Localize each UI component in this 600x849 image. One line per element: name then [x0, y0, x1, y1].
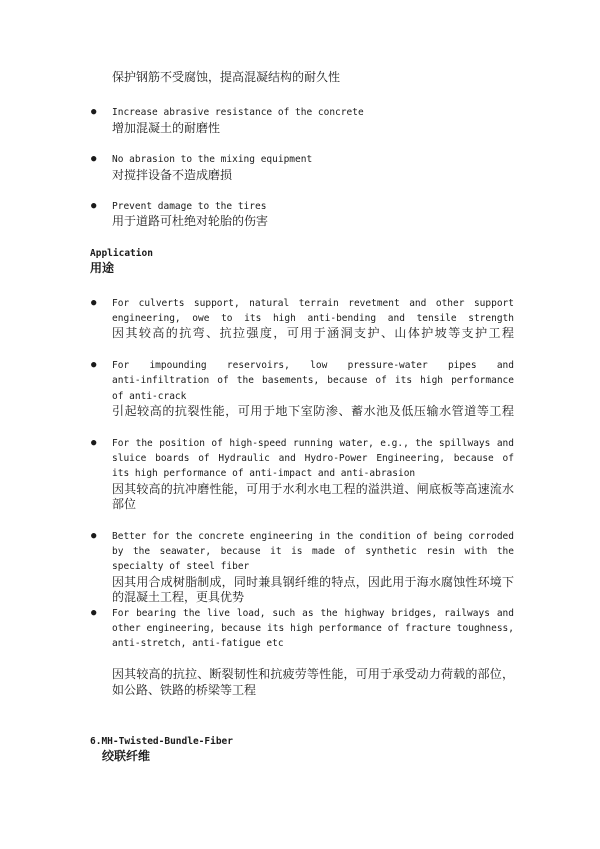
- english-line: its high performance of anti-impact and anti-abrasion: [112, 468, 416, 480]
- application-heading-en: Application: [90, 247, 153, 259]
- english-line: For the position of high-speed running water, e.g., the spillways and: [112, 437, 514, 449]
- benefits-list: [90, 105, 514, 229]
- list-item: [90, 152, 514, 183]
- bullet-icon: ●: [91, 201, 97, 212]
- bullet-icon: ●: [91, 359, 97, 370]
- list-item: [90, 105, 514, 136]
- list-item: [90, 529, 514, 606]
- chinese-line: 因其用合成树脂制成，同时兼具钢纤维的特点，因此用于海水腐蚀性环境下: [112, 574, 514, 589]
- english-line: For impounding reservoirs, low pressure-water pipes and: [112, 359, 514, 371]
- chinese-line: 引起较高的抗裂性能，可用于地下室防渗、蓄水池及低压输水管道等工程: [112, 404, 514, 419]
- english-line: sluice boards of Hydraulic and Hydro-Power Engineering, because of: [112, 452, 514, 464]
- application-heading-zh: 用途: [90, 261, 115, 276]
- bullet-icon: ●: [91, 607, 97, 618]
- list-item: [90, 296, 514, 342]
- english-line: Increase abrasive resistance of the concrete: [112, 107, 364, 119]
- english-line: by the seawater, because it is made of synthetic resin with the: [112, 545, 514, 557]
- blank-line: [112, 652, 514, 667]
- english-line: No abrasion to the mixing equipment: [112, 154, 313, 166]
- application-list: [90, 296, 514, 698]
- list-item: [90, 606, 514, 698]
- english-line: other engineering, because its high performance of fracture toughness,: [112, 622, 514, 634]
- bullet-icon: ●: [91, 297, 97, 308]
- chinese-line: 因其较高的抗冲磨性能，可用于水利水电工程的溢洪道、闸底板等高速流水: [112, 481, 514, 496]
- english-line: For culverts support, natural terrain revetment and other support: [112, 297, 514, 309]
- section-6-heading: [90, 734, 514, 765]
- chinese-line: 因其较高的抗拉、断裂韧性和抗疲劳等性能，可用于承受动力荷载的部位，: [112, 667, 514, 682]
- list-item: [90, 436, 514, 513]
- english-line: engineering, owe to its high anti-bending and tensile strength: [112, 313, 514, 325]
- bullet-icon: ●: [91, 107, 97, 118]
- intro-continuation-line: 保护钢筋不受腐蚀，提高混凝结构的耐久性: [112, 70, 341, 84]
- bullet-icon: ●: [91, 437, 97, 448]
- english-line: anti-stretch, anti-fatigue etc: [112, 638, 284, 650]
- english-line: Prevent damage to the tires: [112, 201, 267, 213]
- english-line: Better for the concrete engineering in the condition of being corroded: [112, 530, 514, 542]
- section-6-subtitle: 绞联纤维: [102, 749, 151, 764]
- english-line: For bearing the live load, such as the highway bridges, railways and: [112, 607, 514, 619]
- chinese-line: 对搅拌设备不造成磨损: [112, 167, 233, 182]
- chinese-line: 增加混凝土的耐磨性: [112, 120, 221, 135]
- list-item: [90, 358, 514, 420]
- bullet-icon: ●: [91, 154, 97, 165]
- application-heading: [90, 246, 514, 277]
- english-line: anti-infiltration of the basements, because of its high performance: [112, 375, 514, 387]
- chinese-line: 的混凝土工程，更具优势: [112, 590, 245, 605]
- english-line: specialty of steel fiber: [112, 561, 250, 573]
- chinese-line: 因其较高的抗弯、抗拉强度，可用于涵洞支护、山体护坡等支护工程: [112, 326, 514, 341]
- english-line: of anti-crack: [112, 390, 187, 402]
- list-item: [90, 199, 514, 230]
- bullet-icon: ●: [91, 530, 97, 541]
- chinese-line: 用于道路可杜绝对轮胎的伤害: [112, 214, 269, 229]
- section-6-title: 6.MH-Twisted-Bundle-Fiber: [90, 735, 233, 747]
- chinese-line: 如公路、铁路的桥梁等工程: [112, 682, 257, 697]
- chinese-line: 部位: [112, 497, 137, 512]
